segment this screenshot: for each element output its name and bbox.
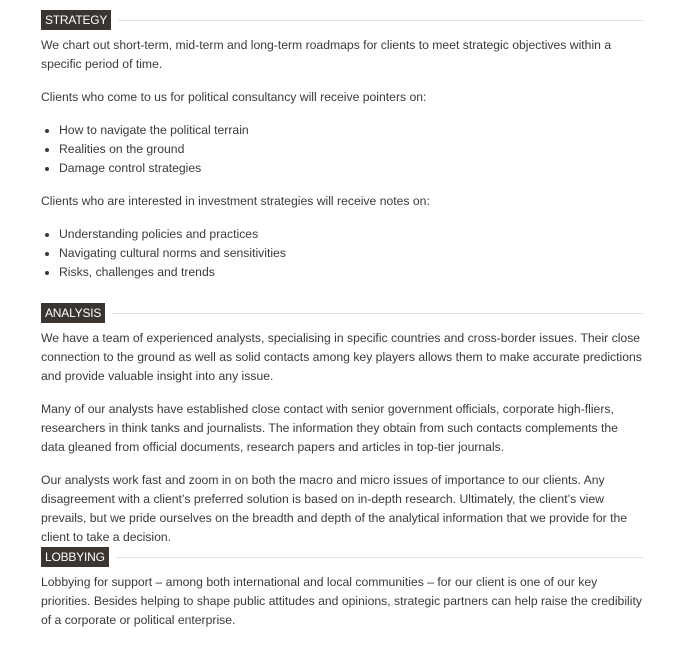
- analysis-paragraph: Many of our analysts have established close contact with senior government officials, corporate high-fliers, researchers in think tanks and journalists. The information they obtain from such contacts complements the data gleaned from official documents, research papers and articles in top-tier journals.: [41, 402, 618, 454]
- analysis-section: [41, 303, 643, 547]
- list-item: • Realities on the ground: [59, 140, 643, 159]
- analysis-divider: [112, 313, 643, 314]
- strategy-heading: STRATEGY: [41, 10, 111, 30]
- strategy-investment-intro: Clients who are interested in investment strategies will receive notes on:: [41, 194, 430, 208]
- analysis-paragraph: We have a team of experienced analysts, specialising in specific countries and cross-border issues. Their close connection to the ground as well as solid contacts among key players allows them to make accurate predictions and provide valuable insight into any issue.: [41, 331, 642, 383]
- list-item: • Risks, challenges and trends: [59, 263, 643, 282]
- list-item: • How to navigate the political terrain: [59, 121, 643, 140]
- list-item: • Navigating cultural norms and sensitivities: [59, 244, 643, 263]
- investment-list: [41, 225, 643, 282]
- lobbying-paragraph: Lobbying for support – among both international and local communities – for our client is one of our key priorities. Besides helping to shape public attitudes and opinions, strategic partners can help raise the credibility of a corporate or political enterprise.: [41, 575, 642, 627]
- lobbying-divider: [116, 557, 643, 558]
- analysis-heading-row: [41, 303, 643, 323]
- strategy-section: [41, 10, 643, 282]
- list-item: • Damage control strategies: [59, 159, 643, 178]
- lobbying-heading-row: [41, 547, 643, 567]
- strategy-political-intro: Clients who come to us for political consultancy will receive pointers on:: [41, 90, 427, 104]
- lobbying-section: [41, 547, 643, 630]
- strategy-paragraph: We chart out short-term, mid-term and long-term roadmaps for clients to meet strategic objectives within a specific period of time.: [41, 38, 612, 71]
- analysis-heading: ANALYSIS: [41, 303, 105, 323]
- list-item: • Understanding policies and practices: [59, 225, 643, 244]
- strategy-heading-row: [41, 10, 643, 30]
- strategy-divider: [118, 20, 643, 21]
- analysis-paragraph: Our analysts work fast and zoom in on both the macro and micro issues of importance to our clients. Any disagreement with a client’s preferred solution is based on in-depth research. Ultimately, the client’s view prevails, but we pride ourselves on the breadth and depth of the analytical information that we provide for the client to take a decision.: [41, 473, 628, 544]
- lobbying-heading: LOBBYING: [41, 547, 109, 567]
- political-list: [41, 121, 643, 178]
